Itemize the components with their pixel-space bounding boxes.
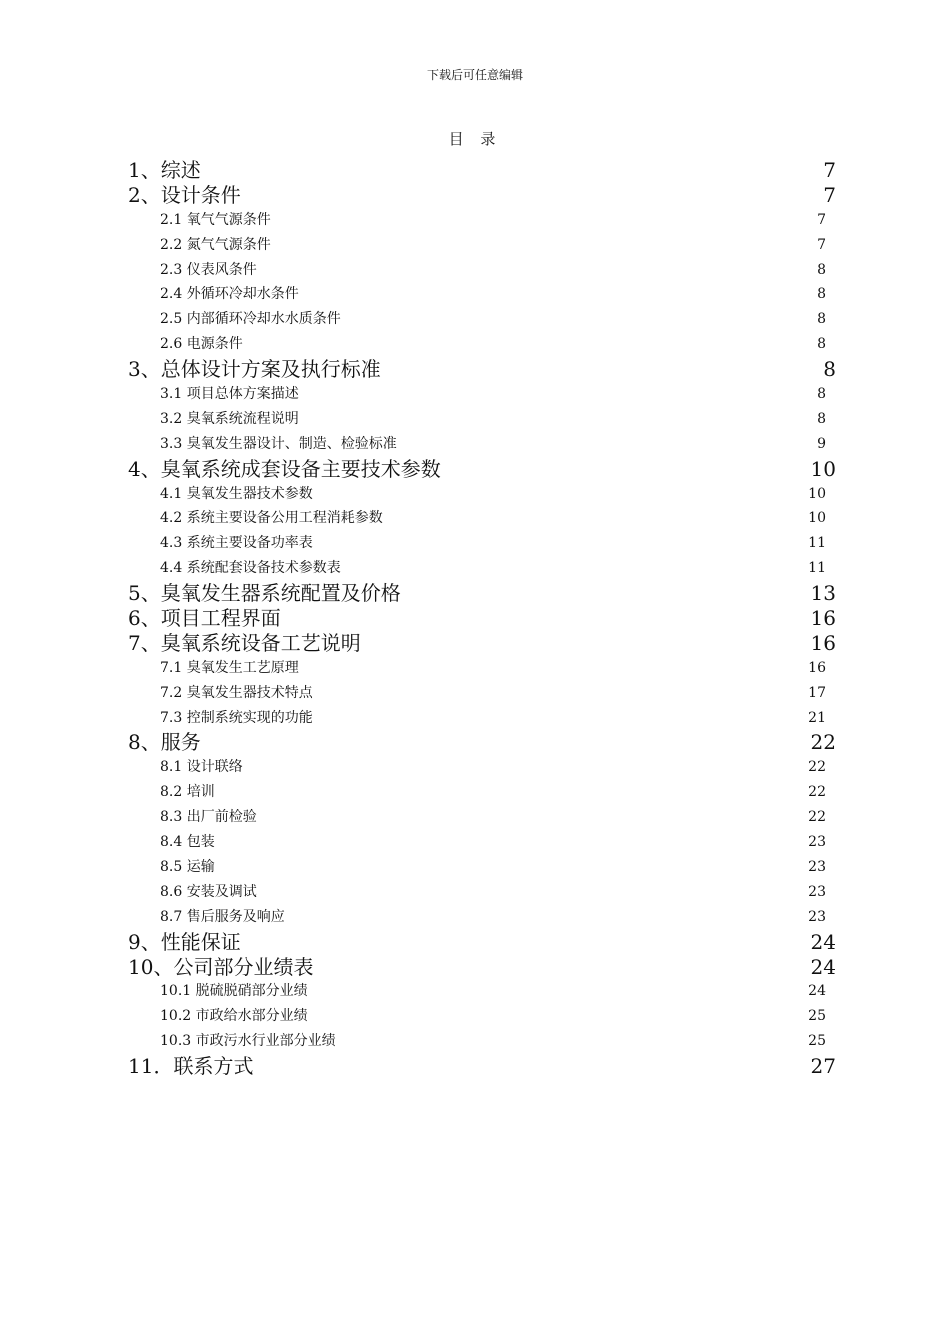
toc-entry-label: 4.2 系统主要设备公用工程消耗参数 xyxy=(160,510,383,527)
toc-section-entry[interactable] xyxy=(128,780,836,805)
toc-entry-page-number: 7 xyxy=(817,211,826,228)
toc-entry-page-number: 27 xyxy=(810,1054,836,1079)
toc-section-entry[interactable] xyxy=(128,880,836,905)
toc-chapter-entry[interactable] xyxy=(128,183,836,208)
toc-section-entry[interactable] xyxy=(128,755,836,780)
toc-entry-page-number: 22 xyxy=(808,759,826,776)
toc-entry-page-number: 23 xyxy=(808,858,826,875)
toc-entry-page-number: 23 xyxy=(808,834,826,851)
toc-section-entry[interactable] xyxy=(128,681,836,706)
toc-entry-label: 1、综述 xyxy=(128,158,201,182)
toc-section-entry[interactable] xyxy=(128,258,836,283)
toc-entry-label: 10.1 脱硫脱硝部分业绩 xyxy=(160,983,308,1000)
toc-section-entry[interactable] xyxy=(128,855,836,880)
toc-entry-page-number: 7 xyxy=(823,158,836,182)
toc-chapter-entry[interactable] xyxy=(128,606,836,631)
toc-entry-label: 3.3 臭氧发生器设计、制造、检验标准 xyxy=(160,435,397,452)
page-header: 下载后可任意编辑 xyxy=(426,68,523,82)
toc-entry-label: 8、服务 xyxy=(128,730,201,755)
toc-entry-page-number: 7 xyxy=(823,182,836,207)
toc-entry-page-number: 8 xyxy=(823,357,836,382)
toc-entry-label: 6、项目工程界面 xyxy=(128,606,281,631)
toc-section-entry[interactable] xyxy=(128,805,836,830)
toc-entry-page-number: 25 xyxy=(808,1008,826,1025)
toc-section-entry[interactable] xyxy=(128,656,836,681)
toc-entry-label: 2.2 氮气气源条件 xyxy=(160,236,271,253)
toc-section-entry[interactable] xyxy=(128,506,836,531)
toc-section-entry[interactable] xyxy=(128,208,836,233)
toc-entry-page-number: 23 xyxy=(808,908,826,925)
toc-entry-label: 10.3 市政污水行业部分业绩 xyxy=(160,1033,336,1050)
toc-entry-page-number: 8 xyxy=(817,311,826,328)
toc-entry-page-number: 22 xyxy=(810,730,836,755)
toc-entry-page-number: 11 xyxy=(808,535,826,552)
toc-entry-page-number: 10 xyxy=(808,510,826,527)
toc-section-entry[interactable] xyxy=(128,307,836,332)
toc-entry-label: 8.5 运输 xyxy=(160,858,215,875)
toc-section-entry[interactable] xyxy=(128,531,836,556)
toc-title: 目 录 xyxy=(448,130,502,148)
toc-entry-label: 4.1 臭氧发生器技术参数 xyxy=(160,485,313,502)
toc-entry-page-number: 13 xyxy=(810,581,836,606)
toc-section-entry[interactable] xyxy=(128,1004,836,1029)
toc-entry-label: 2.5 内部循环冷却水水质条件 xyxy=(160,311,341,328)
toc-chapter-entry[interactable] xyxy=(128,730,836,755)
toc-section-entry[interactable] xyxy=(128,905,836,930)
toc-entry-page-number: 23 xyxy=(808,883,826,900)
toc-entry-page-number: 7 xyxy=(817,236,826,253)
toc-entry-page-number: 8 xyxy=(817,386,826,403)
toc-entry-label: 3、总体设计方案及执行标准 xyxy=(128,357,381,382)
toc-entry-label: 2.1 氧气气源条件 xyxy=(160,211,271,228)
toc-entry-page-number: 8 xyxy=(817,286,826,303)
toc-entry-page-number: 8 xyxy=(817,336,826,353)
toc-entry-page-number: 8 xyxy=(817,261,826,278)
toc-chapter-entry[interactable] xyxy=(128,631,836,656)
toc-section-entry[interactable] xyxy=(128,382,836,407)
toc-entry-page-number: 16 xyxy=(808,659,826,676)
toc-entry-label: 7、臭氧系统设备工艺说明 xyxy=(128,630,361,655)
toc-entry-label: 8.3 出厂前检验 xyxy=(160,809,257,826)
toc-section-entry[interactable] xyxy=(128,706,836,731)
toc-entry-page-number: 24 xyxy=(810,929,836,954)
toc-entry-page-number: 9 xyxy=(817,435,826,452)
toc-entry-label: 8.2 培训 xyxy=(160,784,215,801)
toc-section-entry[interactable] xyxy=(128,233,836,258)
toc-entry-page-number: 11 xyxy=(808,560,826,577)
toc-entry-label: 8.7 售后服务及响应 xyxy=(160,908,285,925)
toc-entry-label: 9、性能保证 xyxy=(128,929,241,954)
toc-section-entry[interactable] xyxy=(128,979,836,1004)
toc-entry-label: 4、臭氧系统成套设备主要技术参数 xyxy=(128,456,441,481)
toc-entry-label: 5、臭氧发生器系统配置及价格 xyxy=(128,581,401,606)
toc-entry-page-number: 22 xyxy=(808,784,826,801)
toc-entry-label: 2.6 电源条件 xyxy=(160,336,243,353)
toc-chapter-entry[interactable] xyxy=(128,457,836,482)
toc-entry-label: 8.1 设计联络 xyxy=(160,759,243,776)
toc-section-entry[interactable] xyxy=(128,282,836,307)
toc-entry-page-number: 17 xyxy=(808,684,826,701)
toc-entry-label: 3.1 项目总体方案描述 xyxy=(160,386,299,403)
toc-chapter-entry[interactable] xyxy=(128,930,836,955)
toc-entry-label: 7.3 控制系统实现的功能 xyxy=(160,709,313,726)
toc-entry-label: 7.1 臭氧发生工艺原理 xyxy=(160,659,299,676)
toc-section-entry[interactable] xyxy=(128,830,836,855)
toc-entry-label: 2.3 仪表风条件 xyxy=(160,261,257,278)
toc-entry-label: 11．联系方式 xyxy=(128,1054,254,1079)
toc-entry-label: 7.2 臭氧发生器技术特点 xyxy=(160,684,313,701)
toc-section-entry[interactable] xyxy=(128,332,836,357)
toc-entry-label: 4.4 系统配套设备技术参数表 xyxy=(160,560,341,577)
toc-section-entry[interactable] xyxy=(128,1029,836,1054)
toc-entry-page-number: 10 xyxy=(808,485,826,502)
toc-chapter-entry[interactable] xyxy=(128,581,836,606)
toc-entry-label: 2.4 外循环冷却水条件 xyxy=(160,286,299,303)
toc-chapter-entry[interactable] xyxy=(128,1054,836,1079)
toc-chapter-entry[interactable] xyxy=(128,357,836,382)
toc-entry-page-number: 24 xyxy=(810,954,836,979)
toc-entry-page-number: 25 xyxy=(808,1033,826,1050)
toc-entry-page-number: 16 xyxy=(810,606,836,631)
toc-entry-page-number: 16 xyxy=(810,630,836,655)
toc-entry-label: 10、公司部分业绩表 xyxy=(128,954,314,979)
toc-section-entry[interactable] xyxy=(128,432,836,457)
toc-entry-label: 8.4 包装 xyxy=(160,834,215,851)
toc-section-entry[interactable] xyxy=(128,556,836,581)
toc-section-entry[interactable] xyxy=(128,407,836,432)
toc-entry-page-number: 22 xyxy=(808,809,826,826)
toc-entry-page-number: 10 xyxy=(810,456,836,481)
toc-entry-page-number: 21 xyxy=(808,709,826,726)
table-of-contents xyxy=(128,158,836,1079)
toc-chapter-entry[interactable] xyxy=(128,158,836,183)
toc-entry-label: 3.2 臭氧系统流程说明 xyxy=(160,410,299,427)
toc-entry-label: 8.6 安装及调试 xyxy=(160,883,257,900)
toc-entry-label: 2、设计条件 xyxy=(128,182,241,207)
toc-section-entry[interactable] xyxy=(128,482,836,507)
toc-entry-page-number: 24 xyxy=(808,983,826,1000)
toc-chapter-entry[interactable] xyxy=(128,955,836,980)
toc-entry-page-number: 8 xyxy=(817,410,826,427)
toc-entry-label: 10.2 市政给水部分业绩 xyxy=(160,1008,308,1025)
toc-entry-label: 4.3 系统主要设备功率表 xyxy=(160,535,313,552)
